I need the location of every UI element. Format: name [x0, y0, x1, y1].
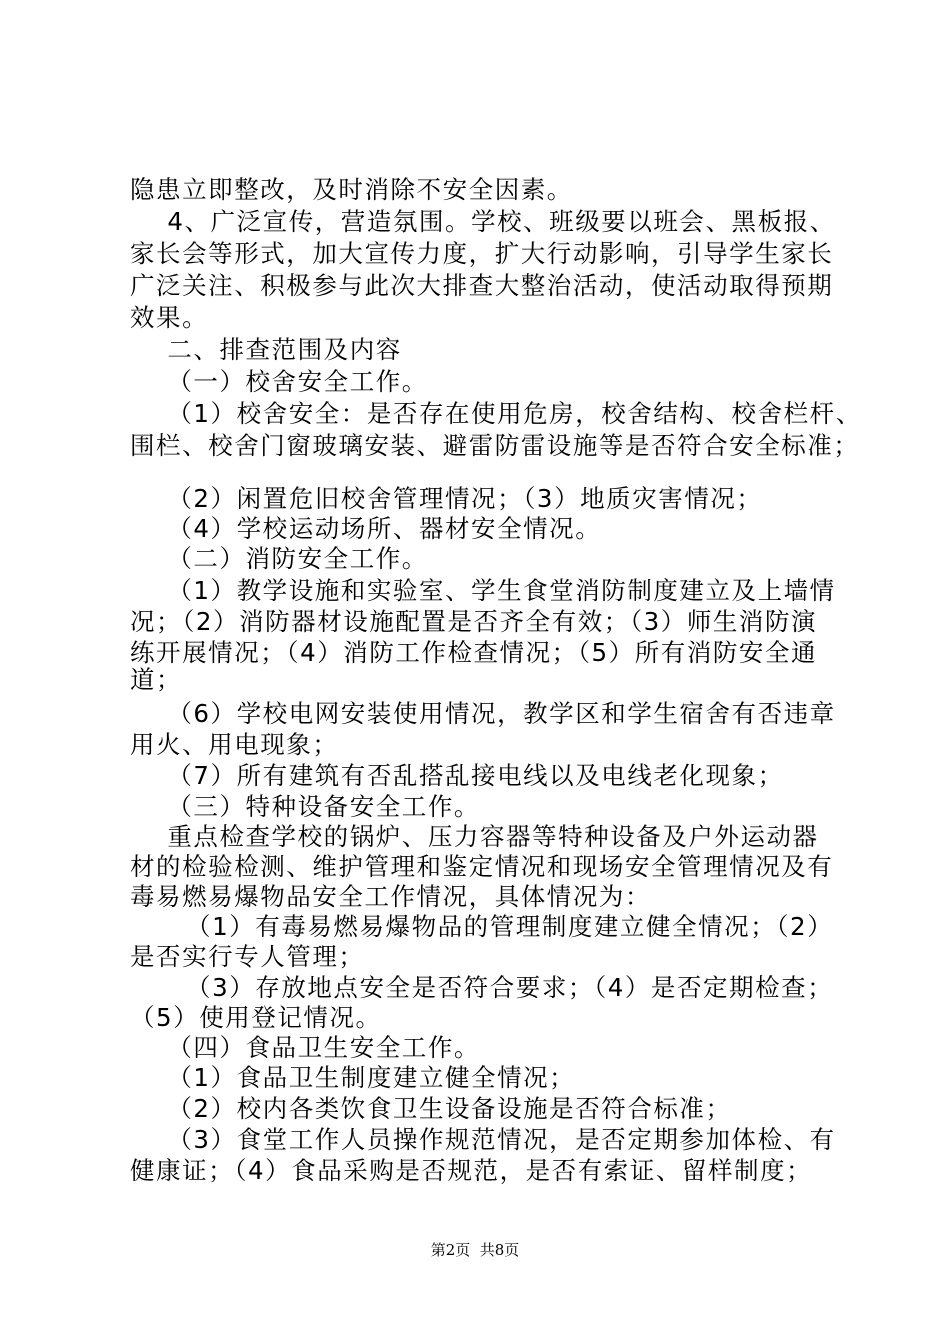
text-line: 材的检验检测、维护管理和鉴定情况和现场安全管理情况及有 [130, 852, 834, 881]
text-line: 效果。 [130, 303, 209, 332]
text-line: 毒易燃易爆物品安全工作情况，具体情况为： [130, 882, 651, 911]
text-line: 道； [130, 665, 183, 694]
text-line: 隐患立即整改，及时消除不安全因素。 [130, 175, 573, 204]
subsection-heading: （三）特种设备安全工作。 [130, 792, 480, 821]
text-line: 用火、用电现象； [130, 730, 339, 759]
text-line: （3）食堂工作人员操作规范情况，是否定期参加体检、有 [130, 1125, 836, 1154]
text-line: （1）教学设施和实验室、学生食堂消防制度建立及上墙情 [130, 576, 836, 605]
text-line: 况；（2）消防器材设施配置是否齐全有效；（3）师生消防演 [130, 607, 818, 636]
text-line: 重点检查学校的锅炉、压力容器等特种设备及户外运动器 [130, 822, 819, 851]
subsection-heading: （四）食品卫生安全工作。 [130, 1033, 480, 1062]
subsection-heading: （二）消防安全工作。 [130, 544, 428, 573]
text-line: 健康证；（4）食品采购是否规范，是否有索证、留样制度； [130, 1156, 813, 1185]
page-number-footer: 第2页 共8页 [430, 1241, 520, 1259]
text-line: 练开展情况；（4）消防工作检查情况；（5）所有消防安全通 [130, 638, 818, 667]
text-line: （1）有毒易燃易爆物品的管理制度建立健全情况；（2） [130, 912, 834, 941]
text-line: （1）校舍安全：是否存在使用危房，校舍结构、校舍栏杆、 [130, 399, 862, 428]
text-line: 围栏、校舍门窗玻璃安装、避雷防雷设施等是否符合安全标准； [130, 431, 860, 460]
text-line: 广泛关注、积极参与此次大排查大整治活动，使活动取得预期 [130, 271, 834, 300]
text-line: （1）食品卫生制度建立健全情况； [130, 1063, 576, 1092]
text-line: （2）闲置危旧校舍管理情况；（3）地质灾害情况； [130, 484, 763, 513]
text-line: （4）学校运动场所、器材安全情况。 [130, 514, 602, 543]
text-line: 家长会等形式，加大宣传力度，扩大行动影响，引导学生家长 [130, 239, 834, 268]
text-line: （5）使用登记情况。 [130, 1003, 382, 1032]
section-heading: 二、排查范围及内容 [130, 335, 402, 364]
text-line: 4、广泛宣传，营造氛围。学校、班级要以班会、黑板报、 [130, 207, 836, 236]
text-line: （6）学校电网安装使用情况，教学区和学生宿舍有否违章 [130, 699, 836, 728]
text-line: 是否实行专人管理； [130, 942, 365, 971]
text-line: （3）存放地点安全是否符合要求；（4）是否定期检查； [130, 973, 834, 1002]
text-line: （7）所有建筑有否乱搭乱接电线以及电线老化现象； [130, 761, 784, 790]
subsection-heading: （一）校舍安全工作。 [130, 367, 428, 396]
text-line: （2）校内各类饮食卫生设备设施是否符合标准； [130, 1094, 732, 1123]
